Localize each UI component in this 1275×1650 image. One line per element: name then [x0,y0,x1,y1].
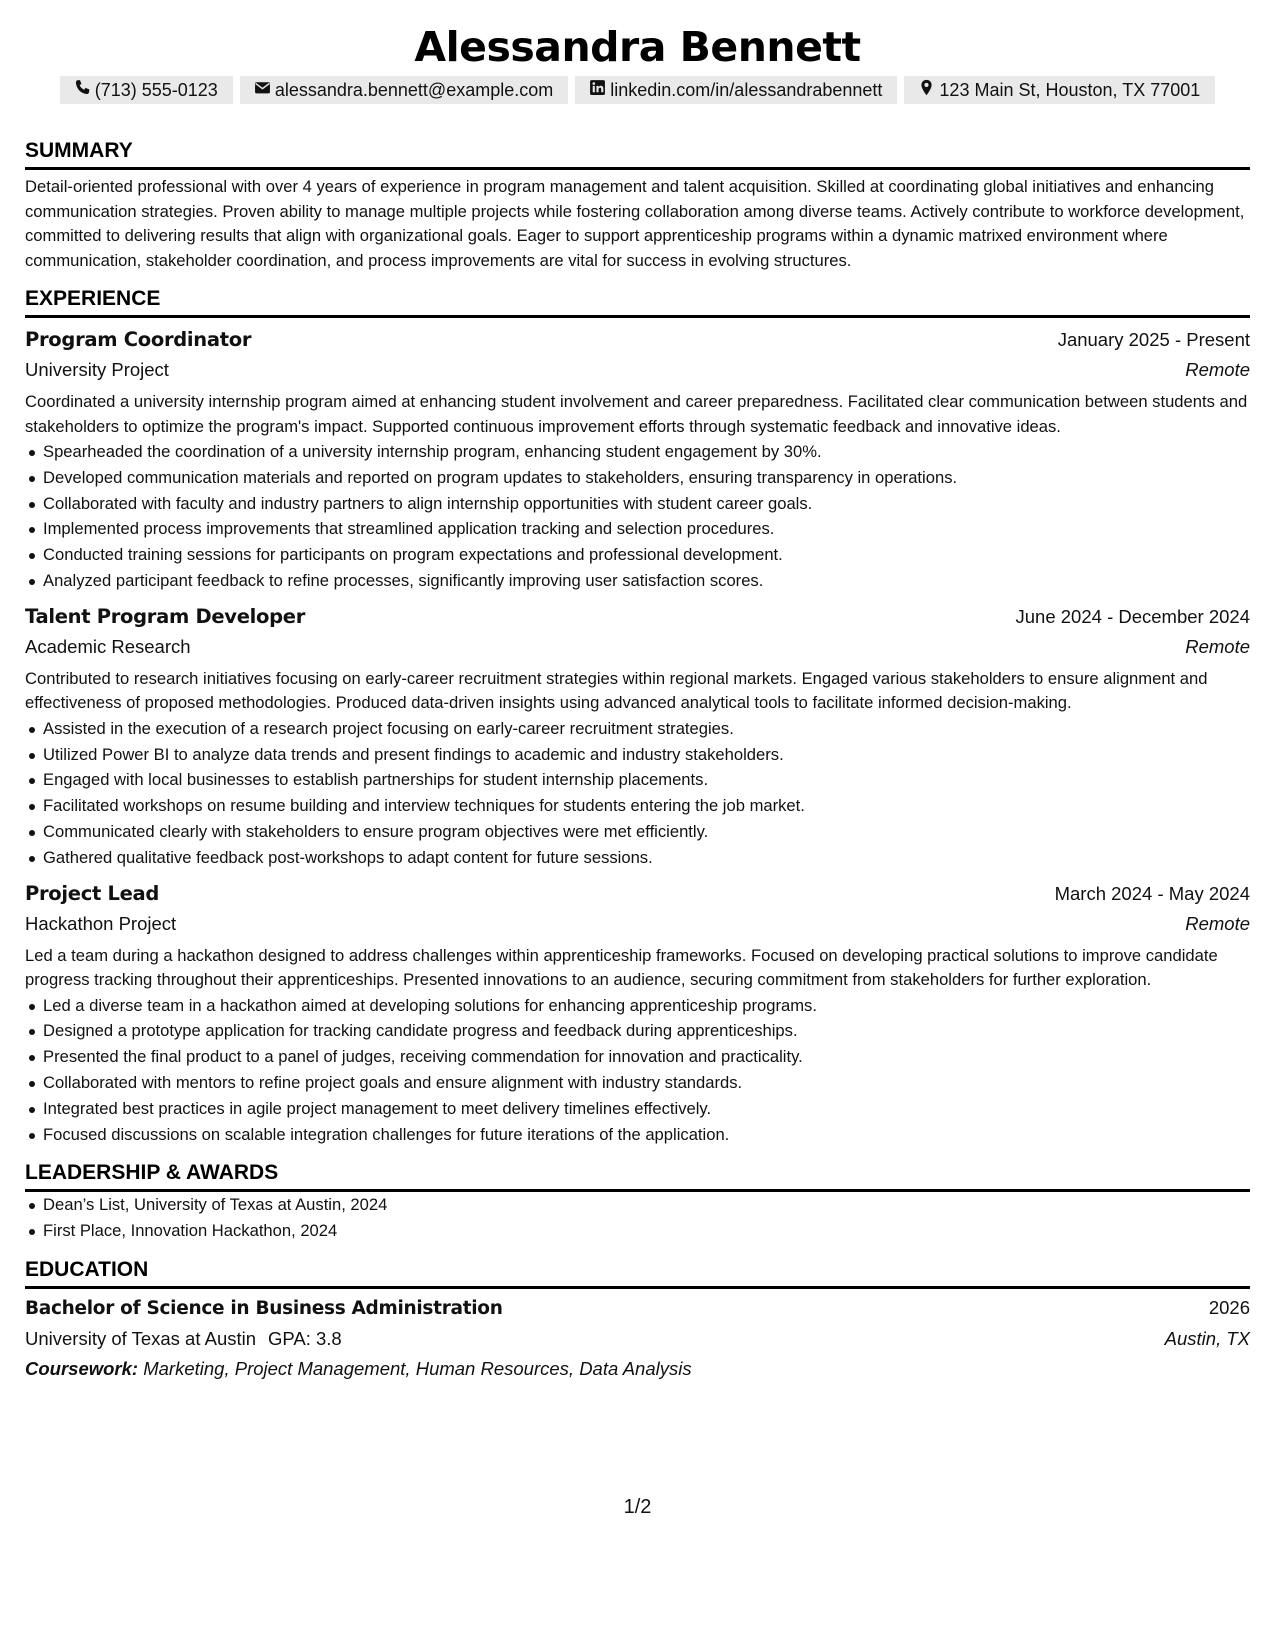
map-pin-icon [918,78,935,102]
job-title: Project Lead [25,881,160,905]
job-entry [25,879,1250,1148]
job-bullets [25,439,1250,594]
experience-section [25,286,1250,1147]
bullet-item: Designed a prototype application for tracking candidate progress and feedback during apprenticeships. [25,1018,1250,1044]
bullet-item: Implemented process improvements that streamlined application tracking and selection procedures. [25,516,1250,542]
bullet-item: Focused discussions on scalable integration challenges for future iterations of the application. [25,1122,1250,1148]
bullet-item: Presented the final product to a panel of judges, receiving commendation for innovation and practicality. [25,1044,1250,1070]
job-location: Remote [1185,912,1250,934]
graduation-year: 2026 [1208,1296,1250,1318]
awards-list [25,1192,1250,1244]
bullet-item: Analyzed participant feedback to refine processes, significantly improving user satisfaction scores. [25,568,1250,594]
coursework-label: Coursework: [25,1357,139,1379]
bullet-item: Gathered qualitative feedback post-workshops to adapt content for future sessions. [25,845,1250,871]
job-organization: University Project [25,359,169,380]
bullet-item: Developed communication materials and reported on program updates to stakeholders, ensuring transparency in operations. [25,465,1250,491]
contact-bar [25,76,1250,104]
school-name: University of Texas at Austin [25,1327,257,1349]
linkedin-icon [589,78,606,102]
job-description: Led a team during a hackathon designed to address challenges within apprenticeship frameworks. Focused on developing practical solutions to improve candidate progress tracking throughout their apprenticeships. Presented innovations to an audience, securing commitment from stakeholders for further exploration. [25,945,1218,990]
summary-section [25,138,1250,273]
bullet-item: Collaborated with faculty and industry partners to align internship opportunities with student career goals. [25,491,1250,517]
envelope-icon [254,78,271,102]
school-location: Austin, TX [1164,1327,1250,1349]
education-heading: EDUCATION [25,1257,1250,1289]
job-description: Coordinated a university internship program aimed at enhancing student involvement and career preparedness. Facilitated clear communication between students and stakeholders to optimize the program's impact. Supported continuous improvement efforts through systematic feedback and innovative ideas. [25,392,1248,436]
bullet-item: Communicated clearly with stakeholders to ensure program objectives were met efficiently. [25,819,1250,845]
job-entry [25,602,1250,871]
job-title: Program Coordinator [25,328,252,351]
award-item: Dean’s List, University of Texas at Austin, 2024 [25,1192,1250,1218]
contact-email[interactable] [240,76,568,104]
degree-title: Bachelor of Science in Business Administration [25,1297,503,1319]
job-entry [25,325,1250,594]
summary-text: Detail-oriented professional with over 4 years of experience in program management and talent acquisition. Skilled at coordinating global initiatives and enhancing communication strategies. Proven ability to manage multiple projects while fostering collaboration among diverse teams. Actively contribute to workforce development, committed to delivering results that align with organizational goals. Eager to support apprenticeship programs within a dynamic matrixed environment where communication, stakeholder coordination, and process improvements are vital for success in evolving structures. [25,177,1245,270]
contact-address-text: 123 Main St, Houston, TX 77001 [939,80,1201,100]
coursework-line [25,1354,1250,1383]
job-location: Remote [1185,635,1250,657]
job-location: Remote [1185,359,1250,380]
bullet-item: Spearheaded the coordination of a university internship program, enhancing student engagement by 30%. [25,439,1250,465]
bullet-item: Utilized Power BI to analyze data trends and present findings to academic and industry stakeholders. [25,742,1250,768]
award-item: First Place, Innovation Hackathon, 2024 [25,1218,1250,1244]
resume-page [25,22,1250,1383]
contact-address[interactable] [904,76,1215,104]
gpa-value: GPA: 3.8 [268,1327,342,1349]
bullet-item: Collaborated with mentors to refine project goals and ensure alignment with industry standards. [25,1070,1250,1096]
awards-section [25,1160,1250,1244]
contact-linkedin-text: linkedin.com/in/alessandrabennett [610,80,883,100]
page-number: 1/2 [623,1496,652,1518]
experience-heading: EXPERIENCE [25,286,1250,318]
job-description: Contributed to research initiatives focusing on early-career recruitment strategies within regional markets. Engaged various stakeholders to ensure alignment and effectiveness of proposed methodologies. Produced data-driven insights using advanced analytical tools to facilitate informed decision-making. [25,668,1208,713]
bullet-item: Led a diverse team in a hackathon aimed at developing solutions for enhancing apprenticeship programs. [25,993,1250,1019]
awards-heading: LEADERSHIP & AWARDS [25,1160,1250,1192]
contact-phone[interactable] [60,76,233,104]
job-bullets [25,716,1250,871]
job-dates: June 2024 - December 2024 [1015,605,1250,627]
bullet-item: Assisted in the execution of a research project focusing on early-career recruitment strategies. [25,716,1250,742]
job-dates: January 2025 - Present [1057,329,1250,350]
bullet-item: Engaged with local businesses to establish partnerships for student internship placements. [25,767,1250,793]
job-organization: Academic Research [25,635,191,657]
job-title: Talent Program Developer [25,604,306,628]
contact-email-text: alessandra.bennett@example.com [274,80,554,100]
job-dates: March 2024 - May 2024 [1054,882,1250,904]
contact-phone-text: (713) 555-0123 [94,80,218,100]
candidate-name: Alessandra Bennett [414,23,861,71]
job-bullets [25,993,1250,1148]
job-organization: Hackathon Project [25,912,177,934]
coursework-list: Marketing, Project Management, Human Resources, Data Analysis [143,1357,692,1379]
bullet-item: Facilitated workshops on resume building and interview techniques for students entering the job market. [25,793,1250,819]
contact-linkedin[interactable] [575,76,897,104]
summary-heading: SUMMARY [25,138,1250,170]
bullet-item: Integrated best practices in agile project management to meet delivery timelines effectively. [25,1096,1250,1122]
phone-icon [74,78,91,102]
bullet-item: Conducted training sessions for participants on program expectations and professional development. [25,542,1250,568]
education-section [25,1257,1250,1383]
